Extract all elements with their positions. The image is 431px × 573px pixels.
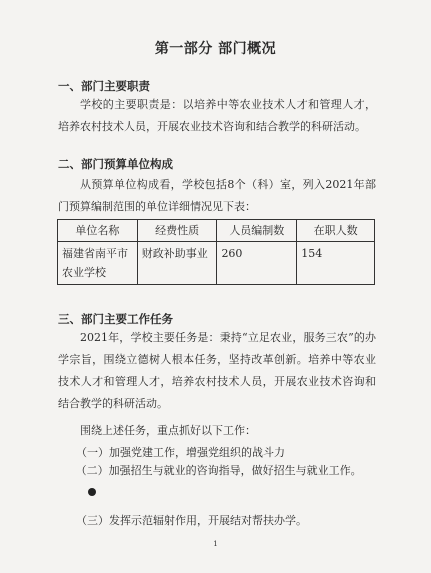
table-header-cell: 人员编制数 (217, 220, 297, 242)
page-title: 第一部分 部门概况 (154, 41, 277, 57)
table-header-row (58, 220, 375, 242)
ink-spot (88, 488, 96, 496)
table-cell-active-staff: 154 (297, 242, 375, 285)
section-heading-budget-units: 二、部门预算单位构成 (58, 157, 173, 171)
table-cell-funding-type: 财政补助事业 (137, 242, 217, 285)
task-item-2: （二）加强招生与就业的咨询指导，做好招生与就业工作。 (75, 464, 362, 477)
task-item-3: （三）发挥示范辐射作用，开展结对帮扶办学。 (76, 514, 307, 527)
page-number: 1 (213, 540, 218, 548)
tasks-intro: 围绕上述任务，重点抓好以下工作： (80, 424, 256, 437)
table-header-cell: 经费性质 (137, 220, 217, 242)
table-header-cell: 单位名称 (58, 220, 138, 242)
section-body-budget-units: 从预算单位构成看，学校包括8个（科）室，列入2021年部门预算编制范围的单位详细情况见下表： (58, 178, 376, 213)
task-item-1: （一）加强党建工作，增强党组织的战斗力 (76, 446, 285, 459)
section-heading-tasks: 三、部门主要工作任务 (58, 312, 173, 326)
table-cell-unit-name: 福建省南平市农业学校 (58, 242, 138, 285)
section-body-tasks: 2021年，学校主要任务是：秉持“立足农业，服务三农”的办学宗旨，围绕立德树人根本任务，坚持改革创新。培养中等农业技术人才和管理人才，培养农村技术人员，开展农业技术咨询和结合教学的科研活动。 (58, 331, 376, 410)
budget-unit-table (57, 219, 375, 285)
table-row (58, 242, 375, 285)
section-body-responsibilities: 学校的主要职责是：以培养中等农业技术人才和管理人才，培养农村技术人员，开展农业技术咨询和结合教学的科研活动。 (58, 98, 376, 133)
section-heading-responsibilities: 一、部门主要职责 (58, 79, 150, 93)
table-cell-staff-quota: 260 (217, 242, 297, 285)
table-header-cell: 在职人数 (297, 220, 375, 242)
